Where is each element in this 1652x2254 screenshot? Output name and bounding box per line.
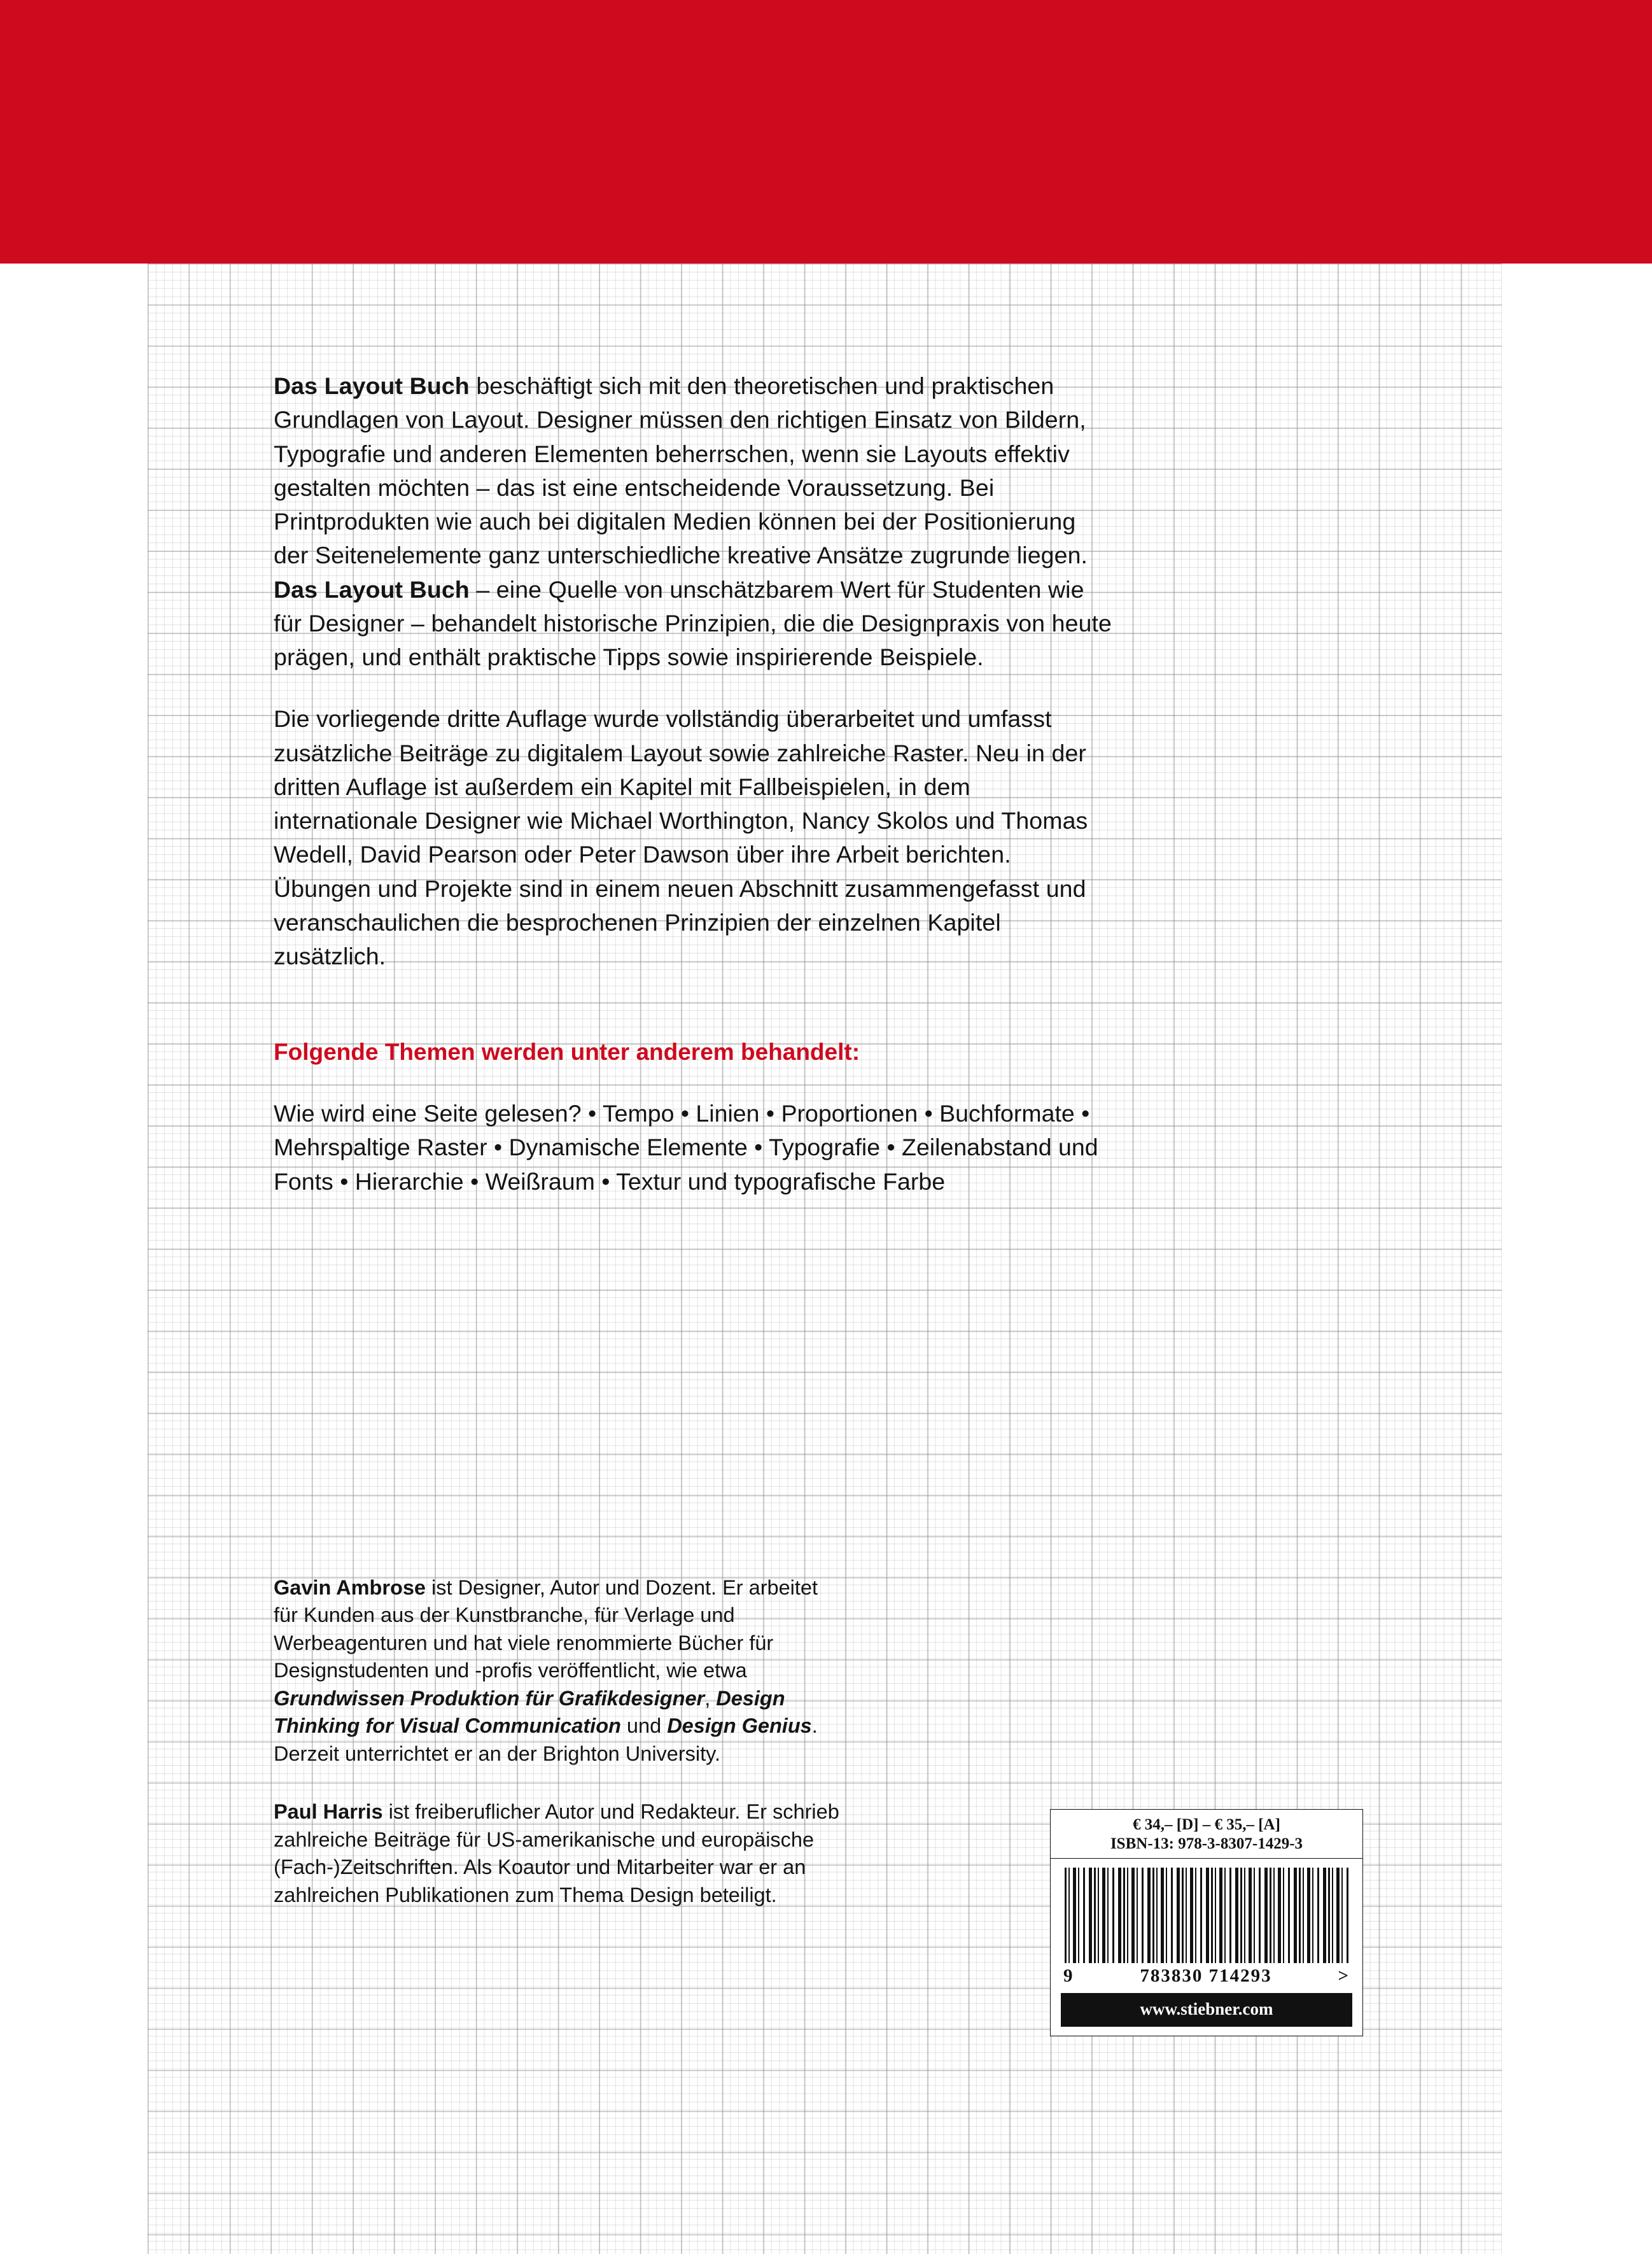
topics-heading: Folgende Themen werden unter anderem behandelt: — [274, 1039, 860, 1066]
topics-list: Wie wird eine Seite gelesen? • Tempo • Linien • Proportionen • Buchformate • Mehrspaltige Raster • Dynamische Elemente • Typografie • Zeilenabstand und Fonts • Hierarchie • Weißraum • Textur und typografische Farbe — [274, 1100, 1098, 1195]
barcode-digit-main: 783830 714293 — [1140, 1966, 1272, 1986]
author-2-text: ist freiberuflicher Autor und Redakteur. Er schrieb zahlreiche Beiträge für US-amerikanische und europäische (Fach-)Zeitschriften. Als Koautor und Mitarbeiter war er an zahlreichen Publikationen zum Thema Design beteiligt. — [274, 1800, 839, 1906]
isbn-line: ISBN-13: 978-3-8307-1429-3 — [1051, 1835, 1362, 1859]
author-1-book-title-3: Design Genius — [667, 1714, 812, 1738]
blurb-paragraph-1 — [274, 369, 1114, 674]
red-header-band — [0, 0, 1652, 264]
book-title-bold-1: Das Layout Buch — [274, 372, 470, 399]
barcode-digit-left: 9 — [1063, 1966, 1074, 1986]
price-line: € 34,– [D] – € 35,– [A] — [1133, 1816, 1280, 1833]
bio-gavin-ambrose — [274, 1574, 846, 1768]
author-bios — [274, 1553, 846, 1930]
author-1-text-4: . Derzeit unterrichtet er an der Brighton University. — [274, 1714, 818, 1765]
barcode-block — [1050, 1809, 1363, 2036]
author-1-text-1: ist Designer, Autor und Dozent. Er arbeitet für Kunden aus der Kunstbranche, für Verlage und Werbeagenturen und hat viele renommierte Bücher für Designstudenten und -profis veröffentlicht, wie etwa — [274, 1575, 818, 1682]
author-2-name: Paul Harris — [274, 1800, 383, 1824]
author-1-text-2: , — [704, 1686, 717, 1710]
blurb-text-2: – eine Quelle von unschätzbarem Wert für Studenten wie für Designer – behandelt historische Prinzipien, die die Designpraxis von heute prägen, und enthält praktische Tipps sowie inspirierende Beispiele. — [274, 575, 1112, 670]
barcode-bars-icon — [1065, 1868, 1348, 1963]
barcode-digits — [1051, 1966, 1362, 1993]
author-1-name: Gavin Ambrose — [274, 1575, 426, 1599]
bio-paul-harris — [274, 1798, 846, 1909]
author-1-text-3: und — [620, 1714, 668, 1738]
blurb-text-1: beschäftigt sich mit den theoretischen und praktischen Grundlagen von Layout. Designer müssen den richtigen Einsatz von Bildern, Typografie und anderen Elementen beherrschen, wenn sie Layouts effektiv gestalten möchten – das ist eine entscheidende Voraussetzung. Bei Printprodukten wie auch bei digitalen Medien können bei der Positionierung der Seitenelemente ganz unterschiedliche kreative Ansätze zugrunde liegen. — [274, 372, 1088, 569]
blurb-column — [274, 369, 1114, 1199]
book-title-bold-2: Das Layout Buch — [274, 575, 470, 603]
author-1-book-title-2: Design Thinking for Visual Communication — [274, 1686, 785, 1738]
publisher-website: www.stiebner.com — [1061, 1993, 1352, 2027]
barcode-digit-right: > — [1338, 1966, 1350, 1986]
author-1-book-title-1: Grundwissen Produktion für Grafikdesigner — [274, 1686, 705, 1710]
blurb-paragraph-2: Die vorliegende dritte Auflage wurde vollständig überarbeitet und umfasst zusätzliche Beiträge zu digitalem Layout sowie zahlreiche Raster. Neu in der dritten Auflage ist außerdem ein Kapitel mit Fallbeispielen, in dem internationale Designer wie Michael Worthington, Nancy Skolos und Thomas Wedell, David Pearson oder Peter Dawson über ihre Arbeit berichten. Übungen und Projekte sind in einem neuen Abschnitt zusammengefasst und veranschaulichen die besprochenen Prinzipien der einzelnen Kapitel zusätzlich. — [274, 705, 1088, 969]
